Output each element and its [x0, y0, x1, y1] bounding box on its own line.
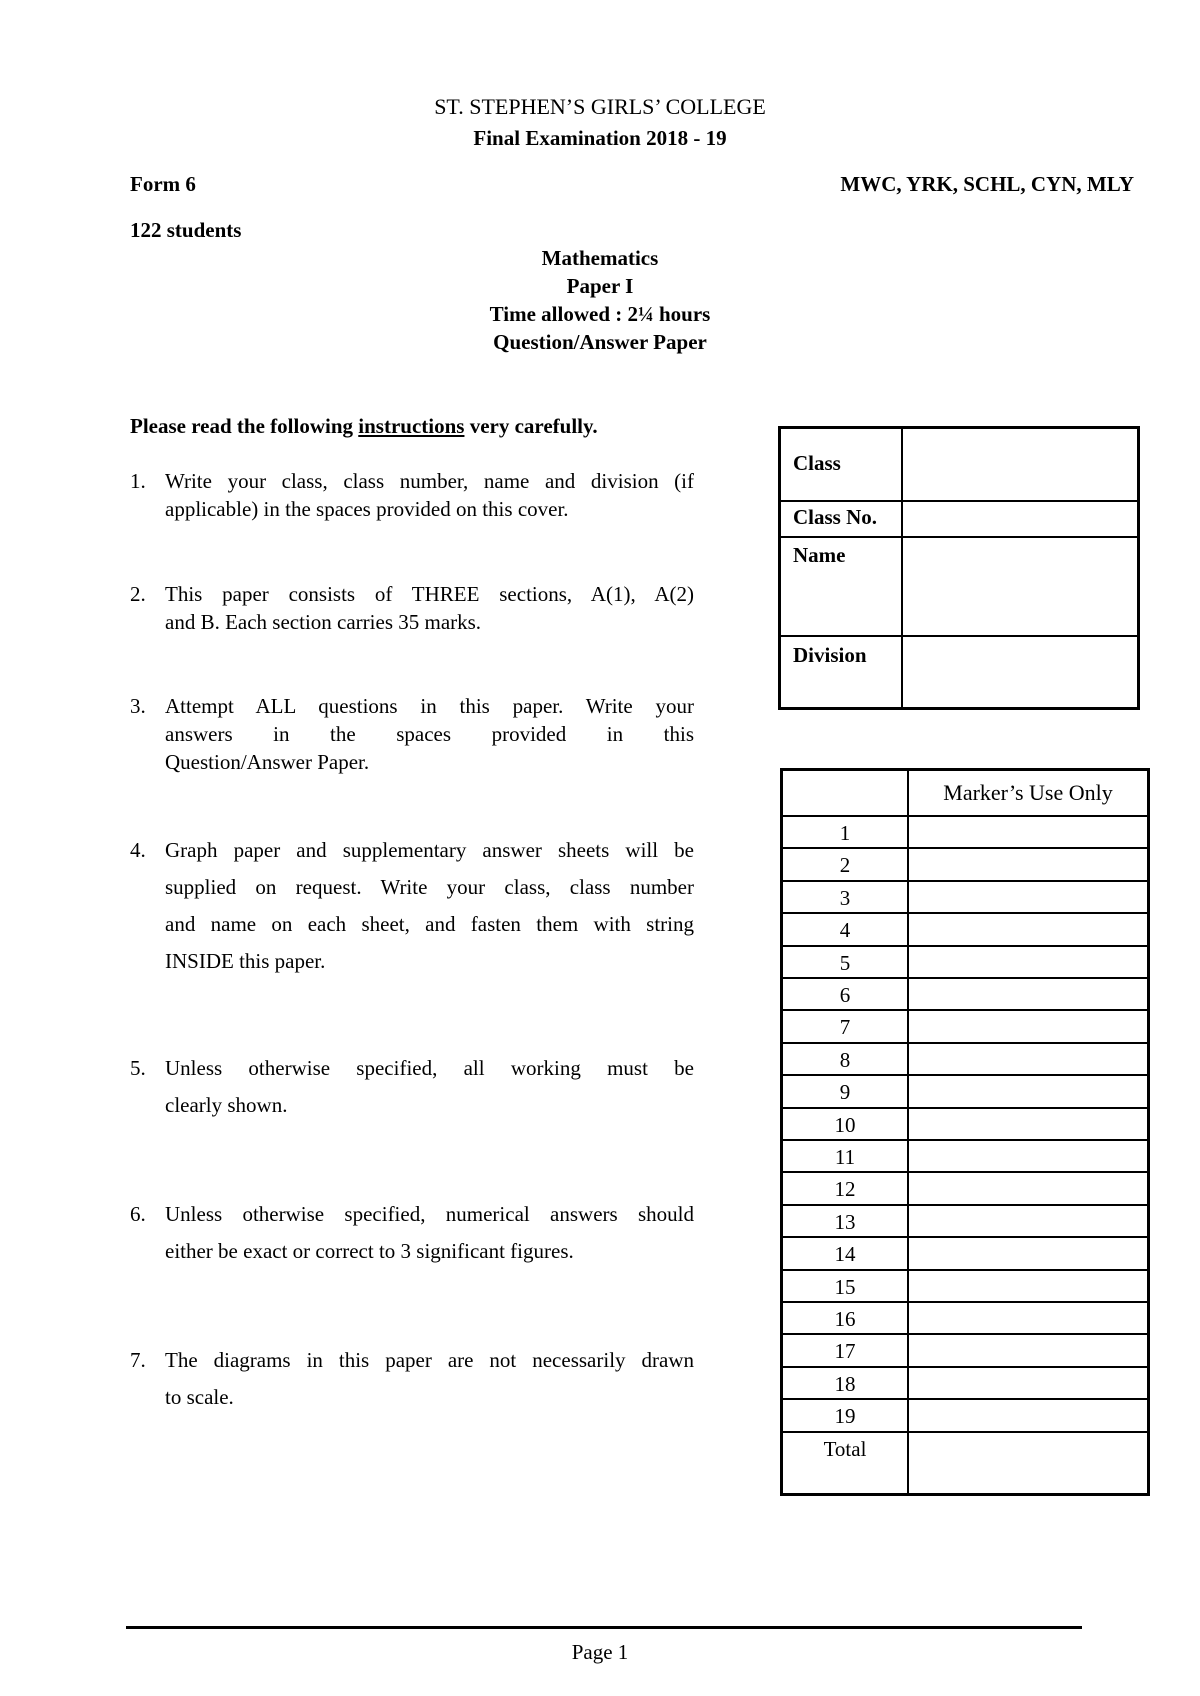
teacher-initials: MWC, YRK, SCHL, CYN, MLY [840, 172, 1134, 196]
question-number: 8 [839, 1047, 851, 1072]
table-divider [783, 1236, 1147, 1238]
class-label: Class [793, 451, 841, 475]
school-name: ST. STEPHEN’S GIRLS’ COLLEGE [434, 94, 766, 119]
instruction-line: clearly shown. [165, 1093, 288, 1117]
instruction-line: Graph paper and supplementary answer sheets will be [165, 838, 694, 862]
instruction-line: supplied on request. Write your class, class number [165, 875, 694, 899]
instruction-line: Write your class, class number, name and division (if [165, 469, 694, 493]
exam-title: Final Examination 2018 - 19 [473, 126, 727, 150]
score-cell[interactable] [909, 914, 1147, 944]
subject: Mathematics [541, 246, 659, 270]
table-divider [783, 815, 1147, 817]
question-number: 10 [834, 1112, 856, 1137]
instruction-line: This paper consists of THREE sections, A(1), A(2) [165, 582, 694, 606]
table-divider [783, 1301, 1147, 1303]
question-number: 18 [834, 1371, 856, 1396]
instruction-item [130, 580, 694, 636]
instruction-line: Question/Answer Paper. [165, 750, 370, 774]
score-cell[interactable] [909, 1271, 1147, 1301]
question-number: 6 [839, 983, 851, 1007]
class-no-field[interactable] [903, 502, 1137, 536]
heading-pre: Please read the following [130, 414, 359, 438]
instructions-heading [130, 414, 598, 439]
question-number: 9 [839, 1080, 851, 1105]
instruction-item [130, 1342, 694, 1416]
question-number: 5 [839, 950, 851, 975]
score-cell[interactable] [909, 1141, 1147, 1171]
instruction-line: to scale. [165, 1385, 234, 1409]
question-number: 17 [834, 1339, 856, 1364]
table-divider [783, 1269, 1147, 1271]
question-number: 16 [834, 1307, 856, 1331]
score-cell[interactable] [909, 1076, 1147, 1106]
table-divider [783, 1204, 1147, 1206]
name-label: Name [793, 543, 846, 567]
table-divider [783, 847, 1147, 849]
marker-table [780, 768, 1150, 1496]
score-cell[interactable] [909, 1335, 1147, 1365]
instruction-item [130, 1050, 694, 1124]
instruction-item [130, 467, 694, 523]
score-cell[interactable] [909, 849, 1147, 879]
instruction-number: 4. [130, 838, 146, 862]
score-cell[interactable] [909, 1173, 1147, 1203]
instruction-number: 3. [130, 694, 146, 718]
instruction-line: and name on each sheet, and fasten them with string [165, 912, 694, 936]
question-number: 4 [839, 918, 851, 943]
table-divider [783, 1042, 1147, 1044]
instruction-line: and B. Each section carries 35 marks. [165, 610, 482, 634]
score-cell[interactable] [909, 1206, 1147, 1236]
instruction-line: applicable) in the spaces provided on this cover. [165, 497, 569, 521]
table-divider [783, 912, 1147, 914]
table-divider [783, 1139, 1147, 1141]
question-number: 3 [839, 885, 851, 910]
score-cell[interactable] [909, 1400, 1147, 1430]
student-count: 122 students [130, 218, 242, 242]
question-number: 13 [834, 1209, 856, 1234]
heading-post: very carefully. [464, 414, 598, 438]
form-level: Form 6 [130, 172, 196, 196]
table-divider [783, 1333, 1147, 1335]
score-cell[interactable] [909, 1011, 1147, 1041]
class-no-label: Class No. [793, 505, 878, 529]
table-divider [783, 1366, 1147, 1368]
marker-header: Marker’s Use Only [943, 780, 1113, 805]
class-field[interactable] [903, 429, 1137, 500]
instruction-number: 1. [130, 469, 146, 493]
paper-number: Paper I [566, 274, 634, 298]
division-label: Division [793, 643, 867, 667]
score-cell[interactable] [909, 1109, 1147, 1139]
score-cell[interactable] [909, 882, 1147, 912]
table-divider [783, 1107, 1147, 1109]
score-cell[interactable] [909, 1044, 1147, 1074]
score-cell[interactable] [909, 979, 1147, 1009]
instruction-line: either be exact or correct to 3 significant figures. [165, 1239, 574, 1263]
student-info-table [778, 426, 1140, 710]
score-cell[interactable] [909, 1368, 1147, 1398]
instruction-line: answers in the spaces provided in this [165, 722, 694, 746]
table-divider [783, 880, 1147, 882]
instruction-line: INSIDE this paper. [165, 949, 326, 973]
instruction-line: Unless otherwise specified, all working must be [165, 1056, 694, 1080]
instruction-number: 7. [130, 1348, 146, 1372]
total-score-cell[interactable] [909, 1433, 1147, 1493]
footer-rule [126, 1626, 1082, 1629]
table-divider [783, 1171, 1147, 1173]
table-divider [783, 1431, 1147, 1433]
total-label: Total [823, 1436, 867, 1461]
instruction-item [130, 832, 694, 980]
score-cell[interactable] [909, 1303, 1147, 1333]
table-divider [783, 1074, 1147, 1076]
table-divider [783, 977, 1147, 979]
table-divider [783, 945, 1147, 947]
score-cell[interactable] [909, 1238, 1147, 1268]
paper-type: Question/Answer Paper [493, 330, 707, 354]
question-number: 15 [834, 1274, 856, 1299]
question-number: 14 [834, 1242, 856, 1267]
question-number: 19 [834, 1404, 856, 1429]
instruction-line: Attempt ALL questions in this paper. Write your [165, 694, 694, 718]
instruction-item [130, 1196, 694, 1270]
instruction-line: The diagrams in this paper are not necessarily drawn [165, 1348, 694, 1372]
instruction-number: 2. [130, 582, 146, 606]
page-number: Page 1 [571, 1640, 629, 1664]
instruction-number: 5. [130, 1056, 146, 1080]
question-number: 12 [834, 1177, 856, 1202]
instruction-line: Unless otherwise specified, numerical answers should [165, 1202, 694, 1226]
heading-keyword: instructions [358, 414, 465, 438]
question-number: 1 [839, 821, 851, 845]
division-field[interactable] [903, 637, 1137, 707]
instruction-item [130, 692, 694, 776]
instruction-number: 6. [130, 1202, 146, 1226]
question-number: 7 [839, 1015, 851, 1040]
table-divider [783, 1009, 1147, 1011]
table-divider [783, 1398, 1147, 1400]
score-cell[interactable] [909, 947, 1147, 977]
question-number: 2 [839, 853, 851, 878]
question-number: 11 [834, 1145, 856, 1169]
time-allowed: Time allowed : 2¼ hours [489, 302, 711, 326]
name-field[interactable] [903, 538, 1137, 635]
score-cell[interactable] [909, 817, 1147, 847]
